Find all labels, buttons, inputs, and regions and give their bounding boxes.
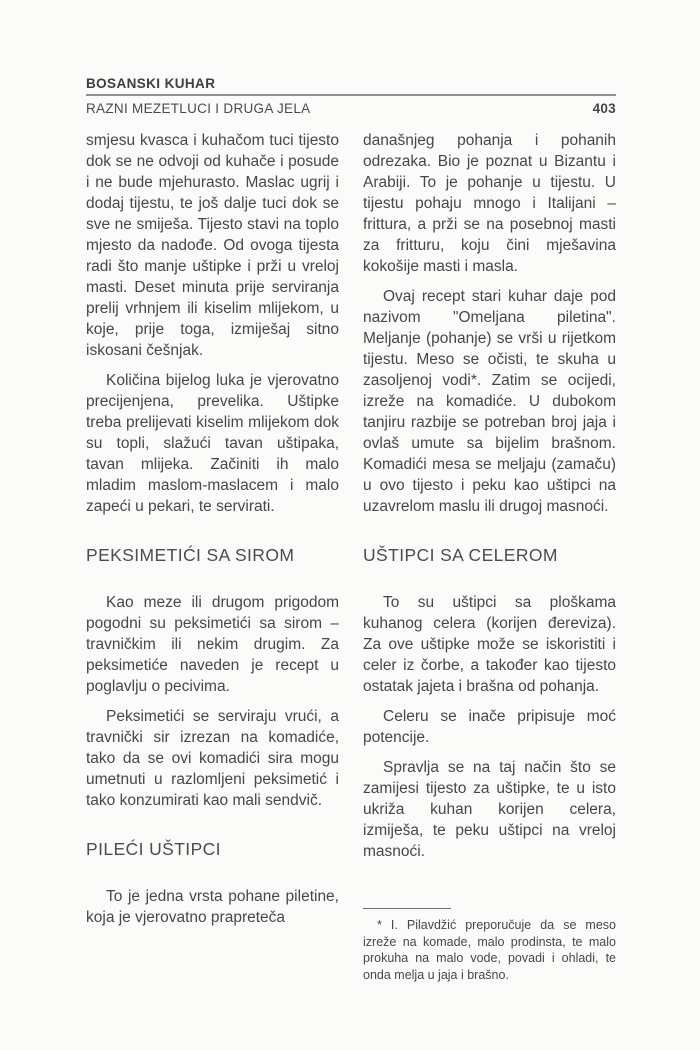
page-header bbox=[86, 76, 616, 116]
running-head-row bbox=[86, 101, 616, 116]
footnote-text: * I. Pilavdžić preporučuje da se meso izreže na komade, malo prodinsta, te malo prokuha na malo vode, povadi i ohladi, te onda melja u jaja i brašno. bbox=[363, 918, 616, 982]
section-heading-ustipci-sa-celerom: UŠTIPCI SA CELEROM bbox=[363, 545, 558, 565]
footnote bbox=[363, 908, 616, 983]
footnote-rule bbox=[363, 908, 451, 909]
paragraph: Spravlja se na taj način što se zamijesi tijesto za uštipke, te u isto ukriža kuhan korijen celera, izmiješa, te peku uštipci na vreloj masnoći. bbox=[363, 759, 616, 860]
left-column bbox=[86, 130, 339, 992]
header-rule bbox=[86, 94, 616, 96]
section-heading-pileci-ustipci: PILEĆI UŠTIPCI bbox=[86, 839, 221, 859]
chapter-title: RAZNI MEZETLUCI I DRUGA JELA bbox=[86, 101, 311, 116]
paragraph: današnjeg pohanja i pohanih odrezaka. Bio je poznat u Bizantu i Arabiji. To je pohanje u tijestu. U tijestu pohaju mnogo i Italijani – frittura, a prži se na posebnoj masti za fritturu, koju čini mješavina kokošije masti i masla. bbox=[363, 132, 616, 275]
paragraph: Celeru se inače pripisuje moć potencije. bbox=[363, 708, 616, 746]
right-column bbox=[363, 130, 616, 992]
paragraph: Ovaj recept stari kuhar daje pod nazivom "Omeljana piletina". Meljanje (pohanje) se vrši u rijetkom tijestu. Meso se očisti, te skuha u zasoljenoj vodi*. Zatim se ocijedi, izreže na komadiće. U dubokom tanjiru razbije se potreban broj jaja i ovlaš umute sa bijelim brašnom. Komadići mesa se meljaju (zamaču) u ovo tijesto i peku kao uštipci na uzavrelom maslu ili drugoj masnoći. bbox=[363, 288, 616, 515]
text-block bbox=[86, 76, 616, 992]
paragraph: To su uštipci sa ploškama kuhanog celera (korijen đereviza). Za ove uštipke može se iskoristiti i celer iz čorbe, a također kao tijesto ostatak jajeta i brašna od pohanja. bbox=[363, 594, 616, 695]
page-number: 403 bbox=[592, 101, 616, 116]
paragraph: Količina bijelog luka je vjerovatno precijenjena, prevelika. Uštipke treba prelijevati kiselim mlijekom dok su topli, slažući tavan uštipaka, tavan mlijeka. Začiniti ih malo mladim maslom-maslacem i malo zapeći u pekari, te servirati. bbox=[86, 372, 339, 515]
paragraph: Peksimetići se serviraju vrući, a travnički sir izrezan na komadiće, tako da se ovi komadići sira mogu umetnuti u razlomljeni peksimetić i tako konzumirati kao mali sendvič. bbox=[86, 708, 339, 809]
two-column-body bbox=[86, 130, 616, 992]
paragraph: Kao meze ili drugom prigodom pogodni su peksimetići sa sirom – travničkim ili nekim drugim. Za peksimetiće naveden je recept u poglavlju o pecivima. bbox=[86, 594, 339, 695]
paragraph: To je jedna vrsta pohane piletine, koja je vjerovatno prapreteča bbox=[86, 888, 339, 926]
book-title: BOSANSKI KUHAR bbox=[86, 76, 216, 91]
section-heading-peksimetici-sa-sirom: PEKSIMETIĆI SA SIROM bbox=[86, 545, 295, 565]
paragraph: smjesu kvasca i kuhačom tuci tijesto dok se ne odvoji od kuhače i posude i ne bude mjehurasto. Maslac ugrij i dodaj tijestu, te još dalje tuci dok se sve ne smiješa. Tijesto stavi na toplo mjesto da nadođe. Od ovoga tijesta radi što manje uštipke i prži u vreloj masti. Deset minuta prije serviranja prelij vrhnjem ili kiselim mlijekom, u koje, prije toga, izmiješaj sitno iskosani češnjak. bbox=[86, 132, 339, 359]
